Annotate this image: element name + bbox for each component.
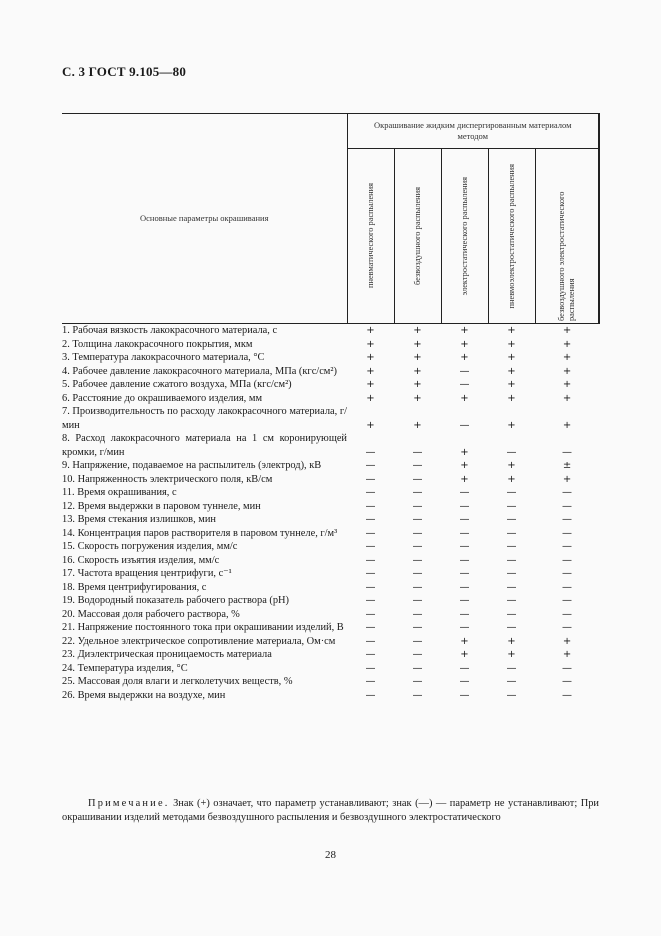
parameter-label: 26. Время выдержки на воздухе, мин: [62, 689, 226, 701]
table-row: [62, 351, 599, 365]
parameter-label: 22. Удельное электрическое сопротивление материала, Ом·см: [62, 635, 336, 647]
page-header: С. 3 ГОСТ 9.105—80: [62, 64, 187, 79]
method-mark: +: [460, 635, 469, 647]
params-heading-text: Основные параметры окрашивания: [140, 212, 269, 223]
method-mark: —: [412, 568, 423, 579]
parameter-label: 24. Температура изделия, °С: [62, 662, 188, 674]
table-body: [62, 324, 599, 703]
method-mark: —: [365, 622, 376, 633]
method-mark: —: [459, 581, 470, 593]
method-mark: —: [412, 527, 423, 539]
method-mark: —: [365, 635, 376, 647]
method-column-heading: [394, 149, 441, 324]
method-mark: +: [460, 460, 469, 471]
method-mark: +: [366, 379, 375, 390]
method-mark: +: [460, 446, 469, 458]
method-mark: —: [562, 487, 572, 498]
parameter-label: 16. Скорость изъятия изделия, мм/с: [62, 554, 220, 566]
method-mark: +: [413, 352, 422, 363]
method-mark: —: [506, 514, 517, 525]
method-mark: —: [365, 541, 376, 552]
method-mark: +: [562, 635, 572, 647]
table-row: [62, 527, 599, 541]
method-mark: —: [412, 500, 423, 512]
method-mark: —: [562, 514, 572, 525]
method-mark: —: [506, 541, 517, 552]
method-mark: —: [412, 649, 423, 660]
method-mark: —: [412, 460, 423, 471]
method-mark: ±: [562, 460, 572, 471]
table-row: [62, 378, 599, 392]
method-mark: —: [459, 662, 470, 674]
method-mark: +: [413, 325, 422, 336]
method-mark: —: [365, 514, 376, 525]
table-row: [62, 405, 599, 432]
method-mark: —: [412, 581, 423, 593]
method-mark: —: [506, 527, 517, 539]
method-mark: —: [562, 527, 572, 539]
method-mark: —: [562, 446, 572, 458]
method-mark: —: [459, 379, 470, 390]
method-group-heading: [347, 114, 599, 149]
method-mark: —: [562, 500, 572, 512]
parameter-label: 4. Рабочее давление лакокрасочного материала, МПа (кгс/см²): [62, 365, 337, 377]
method-mark: —: [506, 622, 517, 633]
method-mark: —: [459, 419, 470, 431]
method-mark: —: [365, 473, 376, 485]
parameter-label: 10. Напряженность электрического поля, кВ/см: [62, 473, 273, 485]
parameter-label: 7. Производительность по расходу лакокрасочного материала, г/мин: [62, 406, 347, 431]
table-row: [62, 567, 599, 581]
method-mark: —: [506, 662, 517, 674]
parameter-label: 11. Время окрашивания, с: [62, 487, 177, 498]
method-mark: —: [459, 527, 470, 539]
method-mark: —: [365, 460, 376, 471]
note-text: Знак (+) означает, что параметр устанавливают; знак (—) — параметр не устанавливают; При окрашивании изделий методами безвоздушного распыления и безвоздушного электростатического: [62, 798, 599, 823]
parameter-label: 8. Расход лакокрасочного материала на 1 см коронирующей кромки, г/мин: [62, 433, 347, 458]
method-mark: +: [413, 419, 422, 431]
method-mark: —: [459, 608, 470, 620]
method-mark: —: [506, 568, 517, 579]
method-mark: —: [459, 500, 470, 512]
method-mark: +: [366, 419, 375, 431]
method-mark: +: [562, 338, 572, 350]
method-mark: —: [365, 649, 376, 660]
method-mark: +: [562, 365, 572, 377]
method-mark: —: [365, 554, 376, 566]
method-mark: —: [506, 595, 517, 606]
method-mark: +: [507, 473, 516, 485]
method-mark: +: [366, 392, 375, 404]
method-mark: —: [459, 595, 470, 606]
method-mark: +: [413, 338, 422, 350]
method-mark: —: [562, 554, 572, 566]
method-mark: —: [562, 689, 572, 701]
parameter-label: 18. Время центрифугирования, с: [62, 581, 207, 593]
parameter-label: 12. Время выдержки в паровом туннеле, мин: [62, 500, 261, 512]
method-mark: +: [413, 392, 422, 404]
method-mark: +: [507, 379, 516, 390]
method-mark: +: [507, 635, 516, 647]
method-mark: —: [562, 622, 572, 633]
method-mark: +: [460, 352, 469, 363]
method-column-heading: [441, 149, 488, 324]
method-column-heading: [488, 149, 535, 324]
table-row: [62, 662, 599, 676]
method-label: безвоздушного распыления: [412, 186, 422, 286]
method-mark: —: [412, 676, 423, 687]
method-mark: —: [506, 446, 517, 458]
table-row: [62, 540, 599, 554]
table-row: [62, 635, 599, 649]
method-mark: +: [562, 649, 572, 660]
table-row: [62, 432, 599, 459]
method-mark: —: [562, 676, 572, 687]
table-row: [62, 581, 599, 595]
method-mark: —: [459, 514, 470, 525]
method-mark: +: [366, 338, 375, 350]
table-row: [62, 486, 599, 500]
method-mark: +: [562, 379, 572, 390]
method-mark: +: [507, 460, 516, 471]
table-row: [62, 608, 599, 622]
parameter-label: 5. Рабочее давление сжатого воздуха, МПа (кгс/см²): [62, 379, 292, 390]
method-mark: —: [562, 595, 572, 606]
method-mark: —: [506, 581, 517, 593]
method-mark: +: [562, 419, 572, 431]
table-row: [62, 338, 599, 352]
method-mark: —: [365, 676, 376, 687]
table-row: [62, 324, 599, 338]
table-row: [62, 365, 599, 379]
table-row: [62, 648, 599, 662]
method-mark: —: [365, 568, 376, 579]
method-mark: —: [365, 487, 376, 498]
method-mark: +: [562, 392, 572, 404]
method-mark: —: [412, 541, 423, 552]
parameter-label: 23. Диэлектрическая проницаемость материала: [62, 649, 272, 660]
params-column-heading: [62, 114, 347, 324]
method-mark: —: [412, 473, 423, 485]
table-row: [62, 459, 599, 473]
method-mark: —: [459, 568, 470, 579]
table-row: [62, 675, 599, 689]
method-label: пневмоэлектростатического распыления: [506, 163, 516, 309]
method-mark: +: [507, 338, 516, 350]
method-mark: —: [412, 635, 423, 647]
method-label: безвоздушного электростатического распыления: [556, 191, 576, 321]
table-row: [62, 500, 599, 514]
table-note: [62, 797, 599, 824]
parameter-label: 17. Частота вращения центрифуги, с⁻¹: [62, 568, 232, 579]
parameters-table: [62, 113, 600, 702]
parameter-label: 20. Массовая доля рабочего раствора, %: [62, 608, 240, 620]
table-row: [62, 513, 599, 527]
parameter-label: 9. Напряжение, подаваемое на распылитель (электрод), кВ: [62, 460, 322, 471]
parameter-label: 19. Водородный показатель рабочего раствора (рН): [62, 595, 290, 606]
method-mark: +: [562, 473, 572, 485]
method-mark: —: [459, 365, 470, 377]
method-mark: —: [412, 622, 423, 633]
method-mark: —: [562, 662, 572, 674]
table-row: [62, 392, 599, 406]
method-mark: +: [507, 649, 516, 660]
page-number: 28: [325, 849, 336, 861]
method-mark: —: [562, 541, 572, 552]
method-mark: +: [460, 649, 469, 660]
method-mark: —: [506, 554, 517, 566]
parameter-label: 25. Массовая доля влаги и легколетучих веществ, %: [62, 676, 293, 687]
parameter-label: 13. Время стекания излишков, мин: [62, 514, 216, 525]
method-mark: +: [413, 379, 422, 390]
method-mark: +: [562, 325, 572, 336]
method-mark: —: [365, 608, 376, 620]
method-mark: +: [366, 365, 375, 377]
table-row: [62, 473, 599, 487]
parameter-label: 2. Толщина лакокрасочного покрытия, мкм: [62, 338, 253, 350]
method-mark: —: [562, 581, 572, 593]
method-mark: +: [460, 473, 469, 485]
method-label: электростатического распыления: [459, 176, 469, 296]
parameter-label: 6. Расстояние до окрашиваемого изделия, мм: [62, 392, 263, 404]
method-mark: —: [459, 676, 470, 687]
method-mark: +: [507, 392, 516, 404]
method-mark: —: [459, 541, 470, 552]
method-mark: +: [366, 352, 375, 363]
method-mark: —: [459, 622, 470, 633]
method-mark: —: [506, 608, 517, 620]
method-mark: +: [562, 352, 572, 363]
method-mark: —: [412, 554, 423, 566]
method-mark: +: [507, 325, 516, 336]
method-mark: —: [365, 500, 376, 512]
method-mark: —: [365, 527, 376, 539]
method-group-heading-text: Окрашивание жидким диспергированным материалом методом: [374, 120, 572, 141]
method-mark: +: [507, 365, 516, 377]
method-mark: +: [507, 419, 516, 431]
method-mark: —: [412, 446, 423, 458]
parameter-label: 15. Скорость погружения изделия, мм/с: [62, 541, 238, 552]
parameter-label: 21. Напряжение постоянного тока при окрашивании изделий, В: [62, 622, 344, 633]
method-label: пневматического распыления: [365, 183, 375, 289]
method-mark: +: [507, 352, 516, 363]
method-mark: —: [562, 608, 572, 620]
method-mark: +: [460, 325, 469, 336]
method-mark: —: [412, 487, 423, 498]
table-row: [62, 594, 599, 608]
method-mark: +: [413, 365, 422, 377]
method-mark: —: [506, 487, 517, 498]
method-mark: —: [506, 676, 517, 687]
method-mark: —: [412, 608, 423, 620]
parameter-label: 3. Температура лакокрасочного материала, °С: [62, 352, 265, 363]
method-column-heading: [535, 149, 599, 324]
method-mark: —: [365, 446, 376, 458]
method-mark: —: [412, 595, 423, 606]
method-mark: +: [460, 338, 469, 350]
table-row: [62, 554, 599, 568]
method-mark: —: [412, 514, 423, 525]
method-mark: —: [365, 689, 376, 701]
parameter-label: 1. Рабочая вязкость лакокрасочного материала, с: [62, 325, 278, 336]
method-mark: —: [459, 554, 470, 566]
method-mark: —: [365, 662, 376, 674]
table-row: [62, 621, 599, 635]
method-mark: —: [365, 581, 376, 593]
method-mark: —: [365, 595, 376, 606]
method-mark: —: [506, 689, 517, 701]
method-mark: —: [412, 689, 423, 701]
method-mark: —: [459, 689, 470, 701]
parameter-label: 14. Концентрация паров растворителя в паровом туннеле, г/м³: [62, 527, 338, 539]
method-mark: —: [506, 500, 517, 512]
note-label: Примечание.: [88, 798, 170, 809]
table-row: [62, 689, 599, 703]
method-column-heading: [347, 149, 394, 324]
method-mark: +: [366, 325, 375, 336]
method-mark: +: [460, 392, 469, 404]
method-mark: —: [412, 662, 423, 674]
method-mark: —: [562, 568, 572, 579]
method-mark: —: [459, 487, 470, 498]
